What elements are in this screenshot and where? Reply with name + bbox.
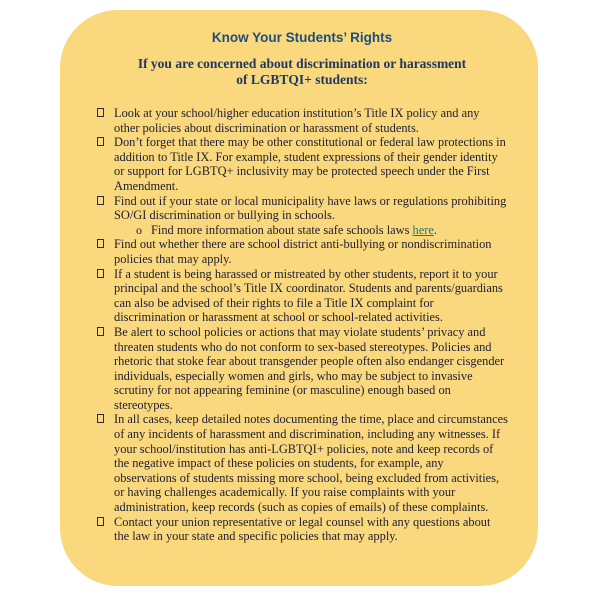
circle-bullet-icon: o — [136, 222, 142, 237]
checklist-item — [96, 267, 508, 325]
empty-checkbox-icon — [97, 517, 104, 526]
sub-list-item-text: Find more information about state safe schools laws here. — [151, 222, 437, 237]
checklist-item-text: Don’t forget that there may be other constitutional or federal law protections in addition to Title IX. For example, student expressions of their gender identity or support for LGBTQ+ inclusivity may be protected speech under the First Amendment. — [114, 135, 506, 193]
sub-list-item — [136, 223, 508, 238]
checklist — [96, 106, 508, 544]
checklist-item-text: Find out if your state or local municipality have laws or regulations prohibiting SO/GI discrimination or bullying in schools. — [114, 193, 507, 223]
empty-checkbox-icon — [97, 414, 104, 423]
checklist-item — [96, 194, 508, 223]
checklist-item — [96, 135, 508, 193]
empty-checkbox-icon — [97, 269, 104, 278]
checklist-item — [96, 412, 508, 514]
subtitle-line-1: If you are concerned about discrimination or harassment — [137, 56, 467, 71]
checklist-item — [96, 237, 508, 266]
checklist-item — [96, 106, 508, 135]
checklist-item-text: Find out whether there are school district anti-bullying or nondiscrimination policies that may apply. — [114, 237, 492, 266]
empty-checkbox-icon — [97, 196, 104, 205]
page-title: Know Your Students’ Rights — [211, 30, 393, 45]
empty-checkbox-icon — [97, 327, 104, 336]
checklist-item-text: If a student is being harassed or mistreated by other students, report it to your principal and the school’s Title IX coordinator. Students and parents/guardians can also be advised of their rights to file a Title IX complaint for discrimination or harassment at school or school-related activities. — [114, 266, 503, 325]
subtitle-line-2: of LGBTQI+ students: — [236, 72, 368, 87]
checklist-item-text: Be alert to school policies or actions that may violate students’ privacy and threaten students who do not conform to sex-based stereotypes. Policies and rhetoric that stoke fear about transgender people often also endanger cisgender individuals, especially women and girls, who may be subject to invasive scrutiny for not appearing feminine (or masculine) enough based on stereotypes. — [114, 324, 505, 412]
safe-schools-laws-here-link[interactable]: here — [412, 222, 434, 237]
checklist-item-text: Look at your school/higher education institution’s Title IX policy and any other policies about discrimination or harassment of students. — [114, 106, 480, 135]
checklist-item — [96, 325, 508, 413]
rights-card — [60, 10, 538, 586]
checklist-item-text: Contact your union representative or legal counsel with any questions about the law in your state and specific policies that may apply. — [114, 514, 491, 544]
checklist-item-text: In all cases, keep detailed notes documenting the time, place and circumstances of any incidents of harassment and discrimination, including any witnesses. If your school/institution has anti-LGBTQI+ policies, note and keep records of the negative impact of these policies on students, for example, any observations of students missing more school, being excluded from activities, or having challenges academically. If you raise complaints with your administration, keep records (such as copies of emails) of these complaints. — [114, 412, 508, 515]
page-subtitle — [96, 56, 508, 88]
empty-checkbox-icon — [97, 137, 104, 146]
empty-checkbox-icon — [97, 108, 104, 117]
empty-checkbox-icon — [97, 239, 104, 248]
checklist-item — [96, 515, 508, 544]
